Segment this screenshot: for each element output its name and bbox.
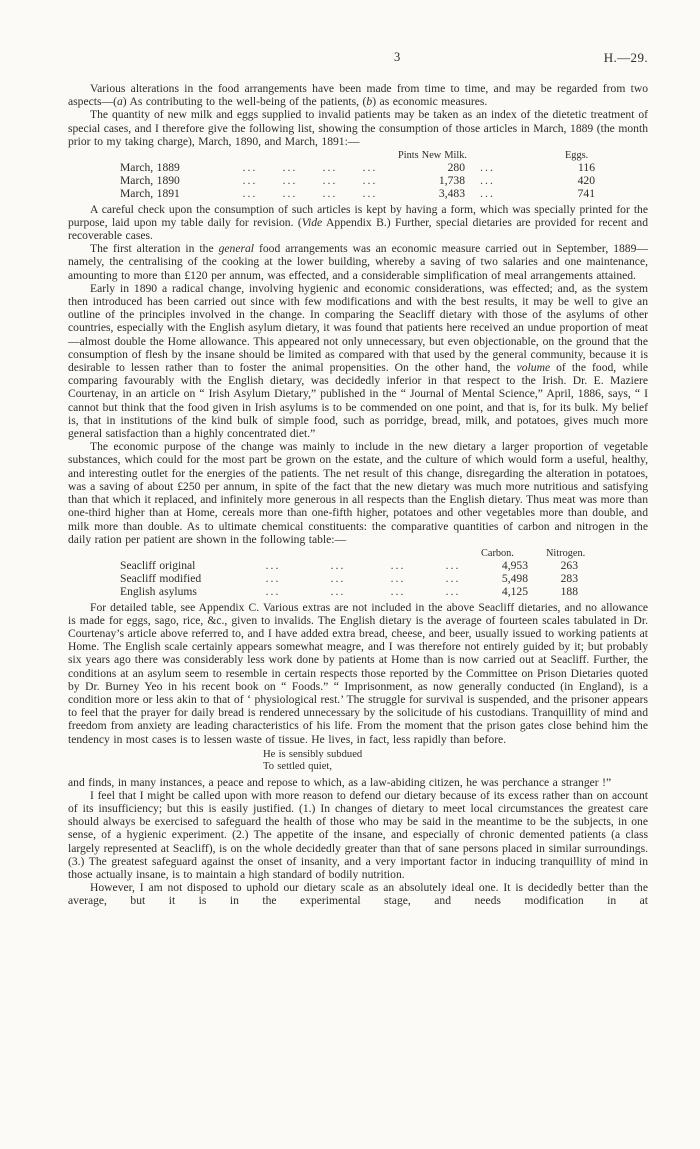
- leader-dots: ...: [282, 174, 298, 188]
- carbon-nitrogen-table-header: [68, 547, 648, 559]
- leader-dots: ...: [330, 558, 346, 572]
- row-label: March, 1890: [120, 174, 180, 188]
- milk-eggs-table-header: [68, 149, 648, 161]
- leader-dots: ...: [480, 187, 495, 201]
- para-careful-check: [68, 203, 648, 243]
- row-label: Seacliff modified: [120, 572, 202, 586]
- table-row: [68, 161, 648, 174]
- row-label: March, 1889: [120, 161, 180, 175]
- table-row: [68, 174, 648, 187]
- nitrogen-value: 283: [560, 572, 578, 586]
- leader-dots: ...: [265, 585, 281, 599]
- document-body: [68, 82, 648, 908]
- text-run: and finds, in many instances, a peace and repose to which, as a law-abiding citizen, he was perchance a stranger !”: [68, 775, 612, 789]
- milk-value: 3,483: [438, 187, 465, 201]
- carbon-nitrogen-table: [68, 547, 648, 599]
- row-indent: [68, 572, 120, 585]
- milk-value: 1,738: [438, 174, 465, 188]
- text-run-italic: a: [116, 95, 123, 109]
- text-run-italic: Vide: [301, 215, 323, 229]
- leader-dots: ...: [445, 585, 461, 599]
- leader-dots: ...: [282, 161, 298, 175]
- carbon-value: 4,125: [501, 585, 528, 599]
- row-indent: [68, 559, 120, 572]
- leader-dots: ...: [265, 572, 281, 586]
- eggs-value: 116: [578, 161, 595, 175]
- text-run-italic: general: [218, 242, 254, 256]
- text-run: Appendix B.) Further, special dietaries are provided for recent and recoverable cases.: [68, 215, 648, 243]
- text-run: For detailed table, see Appendix C. Various extras are not included in the above Seacliff dietaries, and no allowance is made for eggs, sago, rice, &c., given to invalids. The English dietary is the average of fourteen scales tabulated in Dr. Courtenay’s article above referred to, and I have added extra bread, cheese, and beer, usually issued to working patients at Home. The English scale certainly appears somewhat meagre, and I was therefore not entirely guided by it; but probably six years ago there was considerably less work done by patients at Home than is now carried out at Seacliff. Further, the conditions at an asylum seem to resemble in certain respects those reported by the Committee on Prison Dietaries quoted by Dr. Burney Yeo in his recent book on “ Foods.” “ Imprisonment, as now generally conducted (in England), is a condition more or less akin to that of ‘ physiological rest.’ The struggle for survival is suspended, and the prisoner appears to feel that the prayer for daily bread is rendered unnecessary by the solicitude of his custodians. Tranquillity of mind and freedom from anxiety are leading characteristics of his life. From the moment that the prison gates close behind him the tendency in most cases is to lessen waste of tissue. He lives, in fact, less rapidly than before.: [68, 600, 648, 746]
- nitrogen-value: 188: [560, 585, 578, 599]
- leader-dots: ...: [480, 161, 495, 175]
- leader-dots: ...: [242, 161, 258, 175]
- text-run: of the food, while comparing favourably with the English dietary, was decidedly inferior in that respect to the Irish. Dr. E. Maziere Courtenay, in an article on “ Irish Asylum Dietary,” published in the “ Journal of Mental Science,” April, 1886, says, “ I cannot but think that the food given in Irish asylums is to be commended on one point, and that is, for its bulk. My belief is, that in institutions of the kind bulk of simple food, such as porridge, bread, milk, and potatoes, gives much more general satisfaction than a highly concentrated diet.”: [68, 361, 648, 441]
- table-row: [68, 572, 648, 585]
- text-run: A careful check upon the consumption of such articles is kept by having a form, which was specially printed for the purpose, laid upon my table daily for revision. (: [68, 202, 648, 229]
- carbon-value: 5,498: [501, 572, 528, 586]
- para-milk-eggs-intro: [68, 108, 648, 148]
- para-verse-continuation: [68, 776, 648, 789]
- row-indent: [68, 161, 120, 174]
- leader-dots: ...: [362, 174, 378, 188]
- leader-dots: ...: [322, 161, 338, 175]
- text-run: Various alterations in the food arrangements have been made from time to time, and may be regarded from two aspects—(: [68, 82, 648, 109]
- table-row: [68, 559, 648, 572]
- row-indent: [68, 174, 120, 187]
- text-run: The quantity of new milk and eggs supplied to invalid patients may be taken as an index of the dietetic treatment of special cases, and I therefore give the following list, showing the consumption of those articles in March, 1889 (the month prior to my taking charge), March, 1890, and March, 1891:—: [68, 108, 648, 148]
- verse-line: To settled quiet,: [263, 761, 333, 773]
- row-label: English asylums: [120, 585, 197, 599]
- leader-dots: ...: [480, 174, 495, 188]
- para-economic-purpose: [68, 440, 648, 546]
- leader-dots: ...: [242, 174, 258, 188]
- leader-dots: ...: [362, 161, 378, 175]
- leader-dots: ...: [390, 572, 406, 586]
- column-header-nitrogen: Nitrogen.: [546, 547, 586, 559]
- text-run: The first alteration in the: [90, 242, 219, 256]
- leader-dots: ...: [390, 585, 406, 599]
- page-number: 3: [394, 50, 401, 64]
- eggs-value: 420: [577, 174, 595, 188]
- leader-dots: ...: [330, 585, 346, 599]
- para-food-alterations: [68, 82, 648, 108]
- eggs-value: 741: [577, 187, 595, 201]
- leader-dots: ...: [265, 558, 281, 572]
- para-detailed-table: [68, 601, 648, 746]
- text-run: food arrangements was an economic measure carried out in September, 1889—namely, the centralising of the cooking at the lower building, whereby a saving of two salaries and one maintenance, amounting to more than £120 per annum, was effected, and a considerable simplification of meal arrangements attained.: [68, 242, 648, 282]
- para-radical-change: [68, 282, 648, 440]
- column-header-carbon: Carbon.: [481, 547, 514, 559]
- para-defend-dietary: [68, 789, 648, 881]
- row-label: Seacliff original: [120, 558, 196, 572]
- table-row: [68, 187, 648, 200]
- column-header-eggs: Eggs.: [565, 150, 589, 162]
- table-row: [68, 585, 648, 598]
- leader-dots: ...: [322, 187, 338, 201]
- text-run: However, I am not disposed to uphold our dietary scale as an absolutely ideal one. It is decidedly better than the average, but it is in the experimental stage, and needs modification in at: [68, 881, 648, 908]
- para-however-conclusion: [68, 881, 648, 907]
- text-run: I feel that I might be called upon with more reason to defend our dietary because of its excess rather than on account of its insufficiency; but this is easily justified. (1.) In changes of dietary to meet local circumstances the greatest care should always be exercised to safeguard the health of those who may be said in the meantime to be the subjects, in one sense, of a hygienic experiment. (2.) The appetite of the insane, and especially of chronic demented patients (a class largely represented at Seacliff), is on the whole decidedly greater than that of sane persons placed in similar surroundings. (3.) The greatest safeguard against the onset of insanity, and a very important factor in inducing tranquillity of mind in those actually insane, is to maintain a high standard of bodily nutrition.: [68, 788, 648, 881]
- page-header: [68, 50, 648, 66]
- leader-dots: ...: [322, 174, 338, 188]
- leader-dots: ...: [445, 558, 461, 572]
- text-run: ) As contributing to the well-being of the patients, (: [122, 95, 367, 109]
- carbon-value: 4,953: [501, 558, 528, 572]
- text-run: ) as economic measures.: [372, 95, 488, 109]
- verse-line: He is sensibly subdued: [263, 748, 363, 760]
- leader-dots: ...: [242, 187, 258, 201]
- text-run-italic: b: [366, 95, 373, 109]
- verse-quote: [263, 749, 648, 774]
- text-run-italic: volume: [516, 361, 551, 375]
- leader-dots: ...: [282, 187, 298, 201]
- leader-dots: ...: [330, 572, 346, 586]
- leader-dots: ...: [445, 572, 461, 586]
- leader-dots: ...: [390, 558, 406, 572]
- milk-eggs-table: [68, 149, 648, 201]
- text-run: Early in 1890 a radical change, involving hygienic and economic considerations, was effected; and, as the system then introduced has been carried out since with few modifications and with the best results, it may be well to give an outline of the principles involved in the change. In comparing the Seacliff dietary with those of the asylums of other countries, especially with the English asylum dietary, it was found that patients here received an undue proportion of meat—almost double the Home allowance. This appeared not only unnecessary, but even objectionable, on the ground that the consumption of flesh by the insane should be limited as compared with that used by the general community, because it is desirable to lessen rather than to foster the animal propensities. On the other hand, the: [68, 281, 648, 375]
- para-first-alteration: [68, 242, 648, 282]
- text-run: The economic purpose of the change was mainly to include in the new dietary a larger proportion of vegetable substances, which could for the most part be grown on the estate, and the culture of which would form a useful, healthy, and interesting outlet for the energies of the patients. The net result of this change, disregarding the alteration in potatoes, was a saving of about £250 per annum, in spite of the fact that the new dietary was much more nutritious and satisfying than that which it replaced, and infinitely more generous in all respects than the English dietary. Thus meat was more than one-third higher than at Home, cereals more than one-fifth higher, potatoes and other vegetables more than double, and milk more than double. As to ultimate chemical constituents: the comparative quantities of carbon and nitrogen in the daily ration per patient are shown in the following table:—: [68, 440, 648, 546]
- leader-dots: ...: [362, 187, 378, 201]
- milk-value: 280: [447, 161, 465, 175]
- document-reference: H.—29.: [603, 50, 648, 65]
- row-indent: [68, 585, 120, 598]
- column-header-milk: Pints New Milk.: [398, 150, 467, 162]
- nitrogen-value: 263: [560, 558, 578, 572]
- row-label: March, 1891: [120, 187, 180, 201]
- row-indent: [68, 187, 120, 200]
